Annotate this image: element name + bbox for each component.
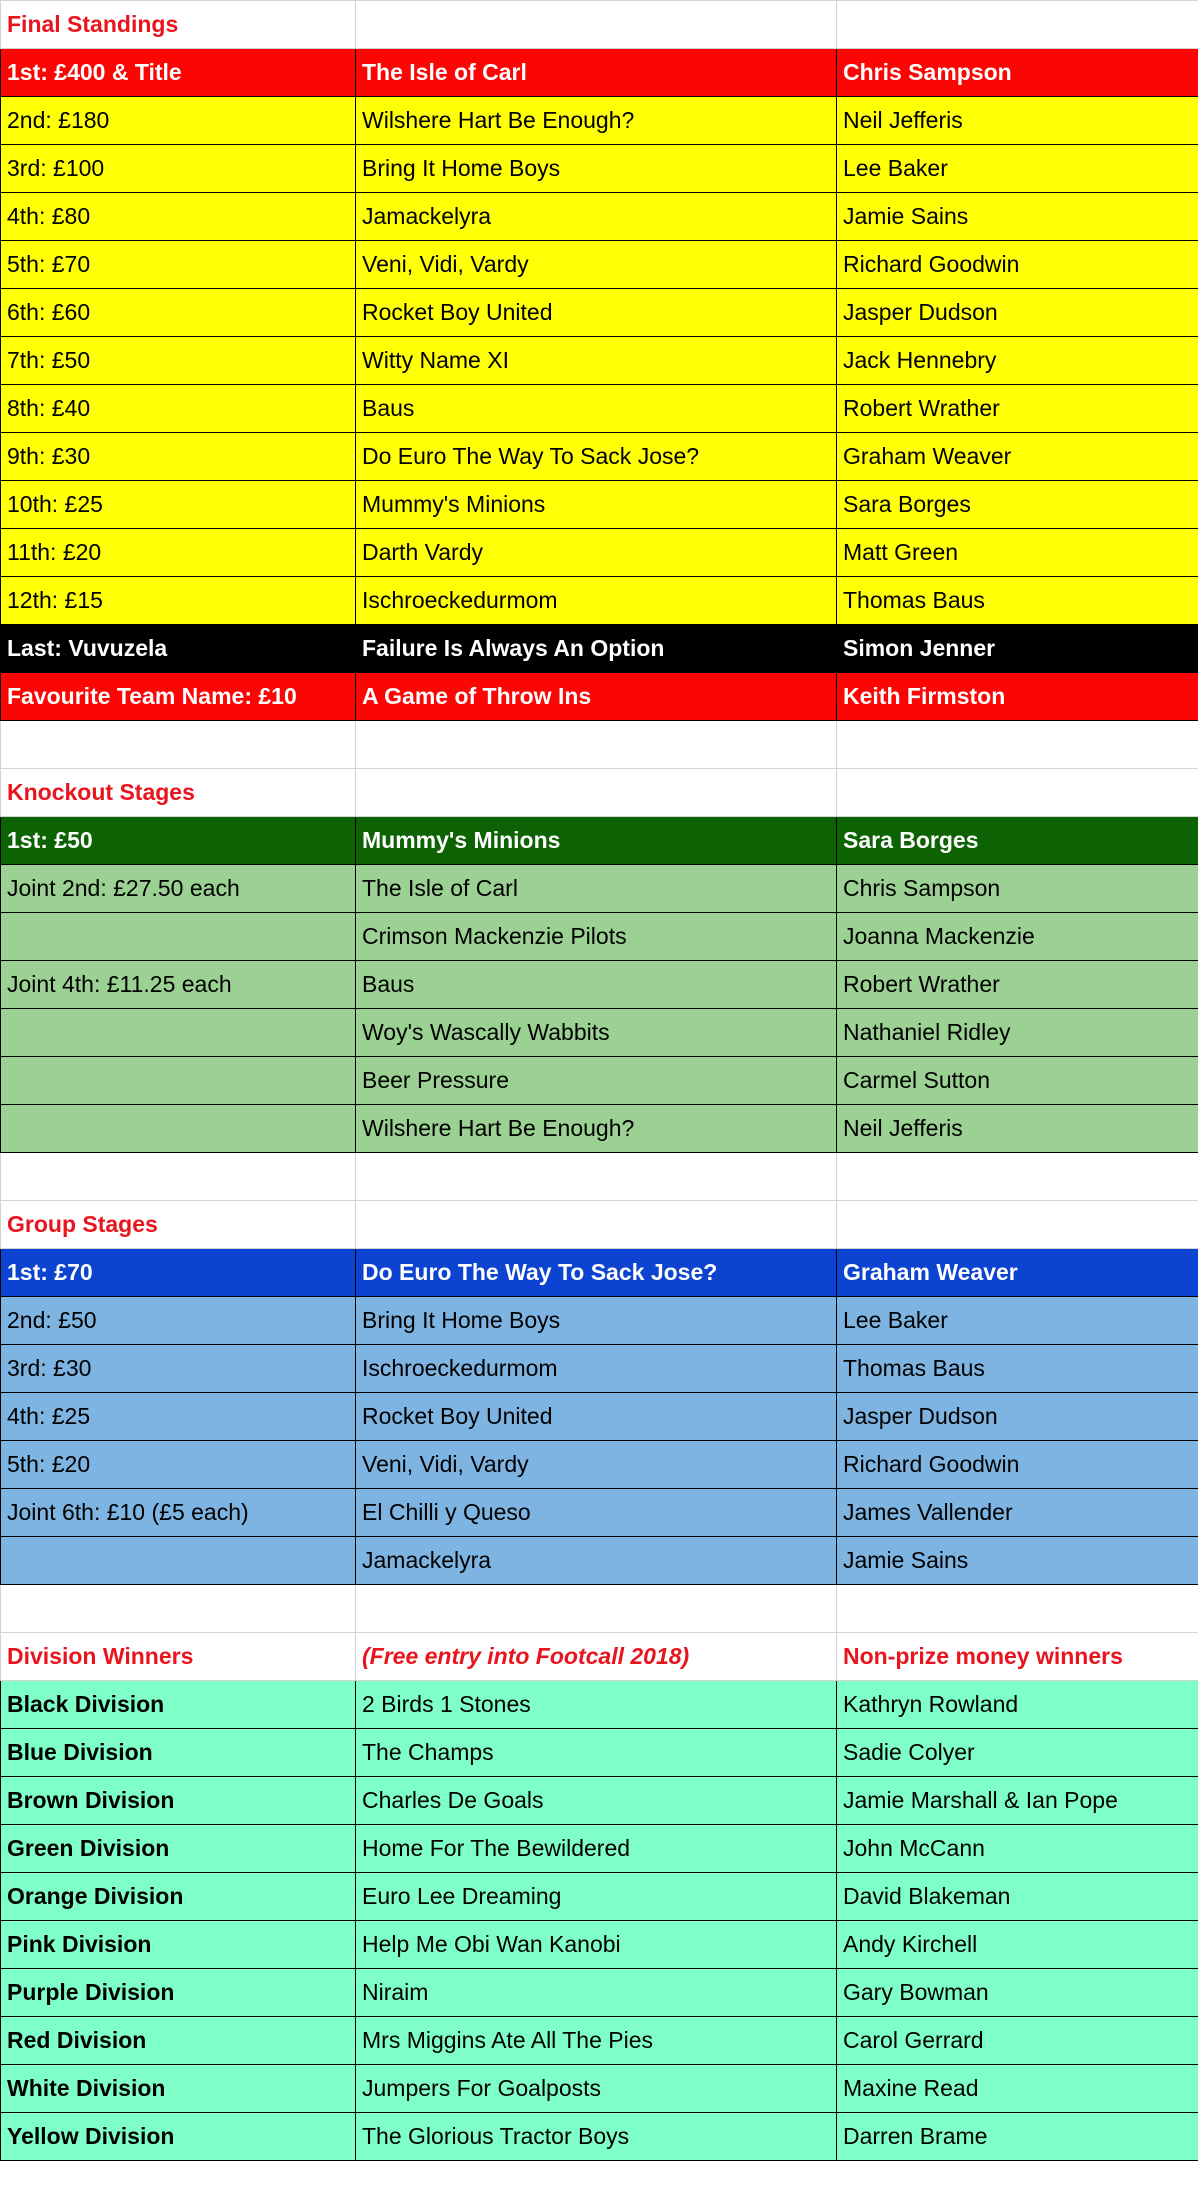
prize-cell[interactable]: 6th: £60 (1, 289, 356, 337)
empty-cell[interactable] (837, 1201, 1198, 1249)
team-cell[interactable]: Bring It Home Boys (356, 145, 837, 193)
table-row (1, 1009, 1198, 1057)
manager-cell[interactable]: John McCann (837, 1825, 1198, 1873)
team-cell[interactable]: Home For The Bewildered (356, 1825, 837, 1873)
manager-cell[interactable]: Graham Weaver (837, 1249, 1198, 1297)
empty-cell[interactable] (837, 769, 1198, 817)
manager-cell[interactable]: Robert Wrather (837, 961, 1198, 1009)
manager-cell[interactable]: Gary Bowman (837, 1969, 1198, 2017)
empty-cell[interactable] (356, 769, 837, 817)
manager-cell[interactable]: Joanna Mackenzie (837, 913, 1198, 961)
division-cell[interactable]: Pink Division (1, 1921, 356, 1969)
team-cell[interactable]: Crimson Mackenzie Pilots (356, 913, 837, 961)
team-cell[interactable]: A Game of Throw Ins (356, 673, 837, 721)
team-cell[interactable]: Witty Name XI (356, 337, 837, 385)
table-row (1, 577, 1198, 625)
team-cell[interactable]: Mummy's Minions (356, 481, 837, 529)
empty-cell[interactable] (1, 1153, 356, 1201)
prize-cell[interactable] (1, 1105, 356, 1153)
empty-cell[interactable] (1, 1585, 356, 1633)
division-cell[interactable]: Red Division (1, 2017, 356, 2065)
manager-cell[interactable]: Jamie Marshall & Ian Pope (837, 1777, 1198, 1825)
table-row (1, 1297, 1198, 1345)
manager-cell[interactable]: Sara Borges (837, 481, 1198, 529)
knockout-stages-heading[interactable]: Knockout Stages (1, 769, 356, 817)
table-row (1, 913, 1198, 961)
manager-cell[interactable]: Maxine Read (837, 2065, 1198, 2113)
final-standings-heading[interactable]: Final Standings (1, 1, 356, 49)
table-row (1, 97, 1198, 145)
prize-cell[interactable]: Joint 4th: £11.25 each (1, 961, 356, 1009)
team-cell[interactable]: Help Me Obi Wan Kanobi (356, 1921, 837, 1969)
manager-cell[interactable]: Jack Hennebry (837, 337, 1198, 385)
prize-cell[interactable] (1, 1057, 356, 1105)
table-row (1, 865, 1198, 913)
table-row (1, 817, 1198, 865)
division-cell[interactable]: Green Division (1, 1825, 356, 1873)
empty-cell[interactable] (837, 1153, 1198, 1201)
prize-cell[interactable]: 8th: £40 (1, 385, 356, 433)
manager-cell[interactable]: Neil Jefferis (837, 1105, 1198, 1153)
manager-cell[interactable]: Kathryn Rowland (837, 1681, 1198, 1729)
prize-cell[interactable]: 2nd: £50 (1, 1297, 356, 1345)
manager-cell[interactable]: Matt Green (837, 529, 1198, 577)
table-row (1, 1777, 1198, 1825)
division-cell[interactable]: Black Division (1, 1681, 356, 1729)
table-row (1, 145, 1198, 193)
table-row (1, 1921, 1198, 1969)
team-cell[interactable]: The Isle of Carl (356, 865, 837, 913)
team-cell[interactable]: Veni, Vidi, Vardy (356, 241, 837, 289)
prize-cell[interactable]: Joint 2nd: £27.50 each (1, 865, 356, 913)
group-stages-header-row (1, 1201, 1198, 1249)
manager-cell[interactable]: Thomas Baus (837, 1345, 1198, 1393)
team-cell[interactable]: Rocket Boy United (356, 289, 837, 337)
manager-cell[interactable]: Carol Gerrard (837, 2017, 1198, 2065)
team-cell[interactable]: Baus (356, 385, 837, 433)
team-cell[interactable]: Wilshere Hart Be Enough? (356, 1105, 837, 1153)
division-cell[interactable]: Purple Division (1, 1969, 356, 2017)
manager-cell[interactable]: Sadie Colyer (837, 1729, 1198, 1777)
table-row (1, 1345, 1198, 1393)
team-cell[interactable]: Ischroeckedurmom (356, 1345, 837, 1393)
team-cell[interactable]: Do Euro The Way To Sack Jose? (356, 1249, 837, 1297)
team-cell[interactable]: The Glorious Tractor Boys (356, 2113, 837, 2161)
team-cell[interactable]: Mrs Miggins Ate All The Pies (356, 2017, 837, 2065)
team-cell[interactable]: Jamackelyra (356, 193, 837, 241)
empty-cell[interactable] (356, 1585, 837, 1633)
empty-cell[interactable] (837, 1585, 1198, 1633)
team-cell[interactable]: Charles De Goals (356, 1777, 837, 1825)
team-cell[interactable]: Do Euro The Way To Sack Jose? (356, 433, 837, 481)
team-cell[interactable]: Darth Vardy (356, 529, 837, 577)
empty-cell[interactable] (356, 721, 837, 769)
division-cell[interactable]: White Division (1, 2065, 356, 2113)
prize-cell[interactable]: 3rd: £30 (1, 1345, 356, 1393)
division-winners-header-row (1, 1633, 1198, 1681)
manager-cell[interactable]: Keith Firmston (837, 673, 1198, 721)
favourite-team-name-row (1, 673, 1198, 721)
manager-cell[interactable]: Sara Borges (837, 817, 1198, 865)
prize-cell[interactable]: Joint 6th: £10 (£5 each) (1, 1489, 356, 1537)
prize-cell[interactable]: 3rd: £100 (1, 145, 356, 193)
manager-cell[interactable]: Lee Baker (837, 145, 1198, 193)
table-row (1, 961, 1198, 1009)
manager-cell[interactable]: Graham Weaver (837, 433, 1198, 481)
division-cell[interactable]: Orange Division (1, 1873, 356, 1921)
prize-cell[interactable]: 7th: £50 (1, 337, 356, 385)
team-cell[interactable]: Woy's Wascally Wabbits (356, 1009, 837, 1057)
table-row (1, 1105, 1198, 1153)
prize-cell[interactable]: 1st: £70 (1, 1249, 356, 1297)
team-cell[interactable]: Rocket Boy United (356, 1393, 837, 1441)
team-cell[interactable]: Jamackelyra (356, 1537, 837, 1585)
table-row (1, 1249, 1198, 1297)
table-row (1, 337, 1198, 385)
blank-row (1, 1153, 1198, 1201)
manager-cell[interactable]: Nathaniel Ridley (837, 1009, 1198, 1057)
empty-cell[interactable] (1, 721, 356, 769)
team-cell[interactable]: Ischroeckedurmom (356, 577, 837, 625)
blank-row (1, 721, 1198, 769)
table-row (1, 1873, 1198, 1921)
manager-cell[interactable]: Jamie Sains (837, 1537, 1198, 1585)
manager-cell[interactable]: Andy Kirchell (837, 1921, 1198, 1969)
manager-cell[interactable]: Thomas Baus (837, 577, 1198, 625)
group-stages-heading[interactable]: Group Stages (1, 1201, 356, 1249)
team-cell[interactable]: Baus (356, 961, 837, 1009)
manager-cell[interactable]: Richard Goodwin (837, 1441, 1198, 1489)
team-cell[interactable]: 2 Birds 1 Stones (356, 1681, 837, 1729)
empty-cell[interactable] (837, 1, 1198, 49)
table-row (1, 289, 1198, 337)
prize-cell[interactable]: 2nd: £180 (1, 97, 356, 145)
manager-cell[interactable]: Jamie Sains (837, 193, 1198, 241)
table-row (1, 1441, 1198, 1489)
table-row (1, 49, 1198, 97)
last-place-row (1, 625, 1198, 673)
prize-cell[interactable]: 1st: £400 & Title (1, 49, 356, 97)
manager-cell[interactable]: Richard Goodwin (837, 241, 1198, 289)
knockout-stages-header-row (1, 769, 1198, 817)
division-cell[interactable]: Blue Division (1, 1729, 356, 1777)
manager-cell[interactable]: Robert Wrather (837, 385, 1198, 433)
manager-cell[interactable]: Simon Jenner (837, 625, 1198, 673)
prize-cell[interactable]: 5th: £70 (1, 241, 356, 289)
table-row (1, 2017, 1198, 2065)
table-row (1, 1729, 1198, 1777)
manager-cell[interactable]: Jasper Dudson (837, 289, 1198, 337)
team-cell[interactable]: Veni, Vidi, Vardy (356, 1441, 837, 1489)
prize-cell[interactable] (1, 913, 356, 961)
prize-cell[interactable] (1, 1009, 356, 1057)
blank-row (1, 1585, 1198, 1633)
table-row (1, 1489, 1198, 1537)
manager-cell[interactable]: Lee Baker (837, 1297, 1198, 1345)
team-cell[interactable]: Jumpers For Goalposts (356, 2065, 837, 2113)
table-row (1, 433, 1198, 481)
manager-cell[interactable]: Chris Sampson (837, 49, 1198, 97)
manager-cell[interactable]: Carmel Sutton (837, 1057, 1198, 1105)
manager-cell[interactable]: Neil Jefferis (837, 97, 1198, 145)
prize-cell[interactable]: 9th: £30 (1, 433, 356, 481)
team-cell[interactable]: Failure Is Always An Option (356, 625, 837, 673)
prize-cell[interactable]: 4th: £80 (1, 193, 356, 241)
table-row (1, 1681, 1198, 1729)
prize-cell[interactable]: 1st: £50 (1, 817, 356, 865)
prize-cell[interactable]: 4th: £25 (1, 1393, 356, 1441)
division-winners-heading[interactable]: Division Winners (1, 1633, 356, 1681)
division-cell[interactable]: Brown Division (1, 1777, 356, 1825)
empty-cell[interactable] (356, 1201, 837, 1249)
prize-cell[interactable]: 11th: £20 (1, 529, 356, 577)
empty-cell[interactable] (837, 721, 1198, 769)
division-cell[interactable]: Yellow Division (1, 2113, 356, 2161)
prize-cell[interactable]: 12th: £15 (1, 577, 356, 625)
table-row (1, 1537, 1198, 1585)
prize-cell[interactable]: 10th: £25 (1, 481, 356, 529)
team-cell[interactable]: Niraim (356, 1969, 837, 2017)
manager-cell[interactable]: James Vallender (837, 1489, 1198, 1537)
table-row (1, 241, 1198, 289)
manager-cell[interactable]: Jasper Dudson (837, 1393, 1198, 1441)
manager-cell[interactable]: Darren Brame (837, 2113, 1198, 2161)
table-row (1, 1969, 1198, 2017)
team-cell[interactable]: Beer Pressure (356, 1057, 837, 1105)
table-row (1, 1825, 1198, 1873)
division-winners-note[interactable]: Non-prize money winners (837, 1633, 1198, 1681)
team-cell[interactable]: Bring It Home Boys (356, 1297, 837, 1345)
team-cell[interactable]: El Chilli y Queso (356, 1489, 837, 1537)
prize-cell[interactable]: 5th: £20 (1, 1441, 356, 1489)
table-row (1, 481, 1198, 529)
manager-cell[interactable]: Chris Sampson (837, 865, 1198, 913)
table-row (1, 529, 1198, 577)
manager-cell[interactable]: David Blakeman (837, 1873, 1198, 1921)
division-winners-subheading[interactable]: (Free entry into Footcall 2018) (356, 1633, 837, 1681)
final-standings-header-row (1, 1, 1198, 49)
team-cell[interactable]: Wilshere Hart Be Enough? (356, 97, 837, 145)
prize-cell[interactable] (1, 1537, 356, 1585)
table-row (1, 2065, 1198, 2113)
empty-cell[interactable] (356, 1, 837, 49)
table-row (1, 1057, 1198, 1105)
table-row (1, 1393, 1198, 1441)
table-row (1, 193, 1198, 241)
team-cell[interactable]: The Champs (356, 1729, 837, 1777)
prize-cell[interactable]: Favourite Team Name: £10 (1, 673, 356, 721)
empty-cell[interactable] (356, 1153, 837, 1201)
team-cell[interactable]: Mummy's Minions (356, 817, 837, 865)
table-row (1, 385, 1198, 433)
team-cell[interactable]: The Isle of Carl (356, 49, 837, 97)
table-row (1, 2113, 1198, 2161)
prize-cell[interactable]: Last: Vuvuzela (1, 625, 356, 673)
team-cell[interactable]: Euro Lee Dreaming (356, 1873, 837, 1921)
